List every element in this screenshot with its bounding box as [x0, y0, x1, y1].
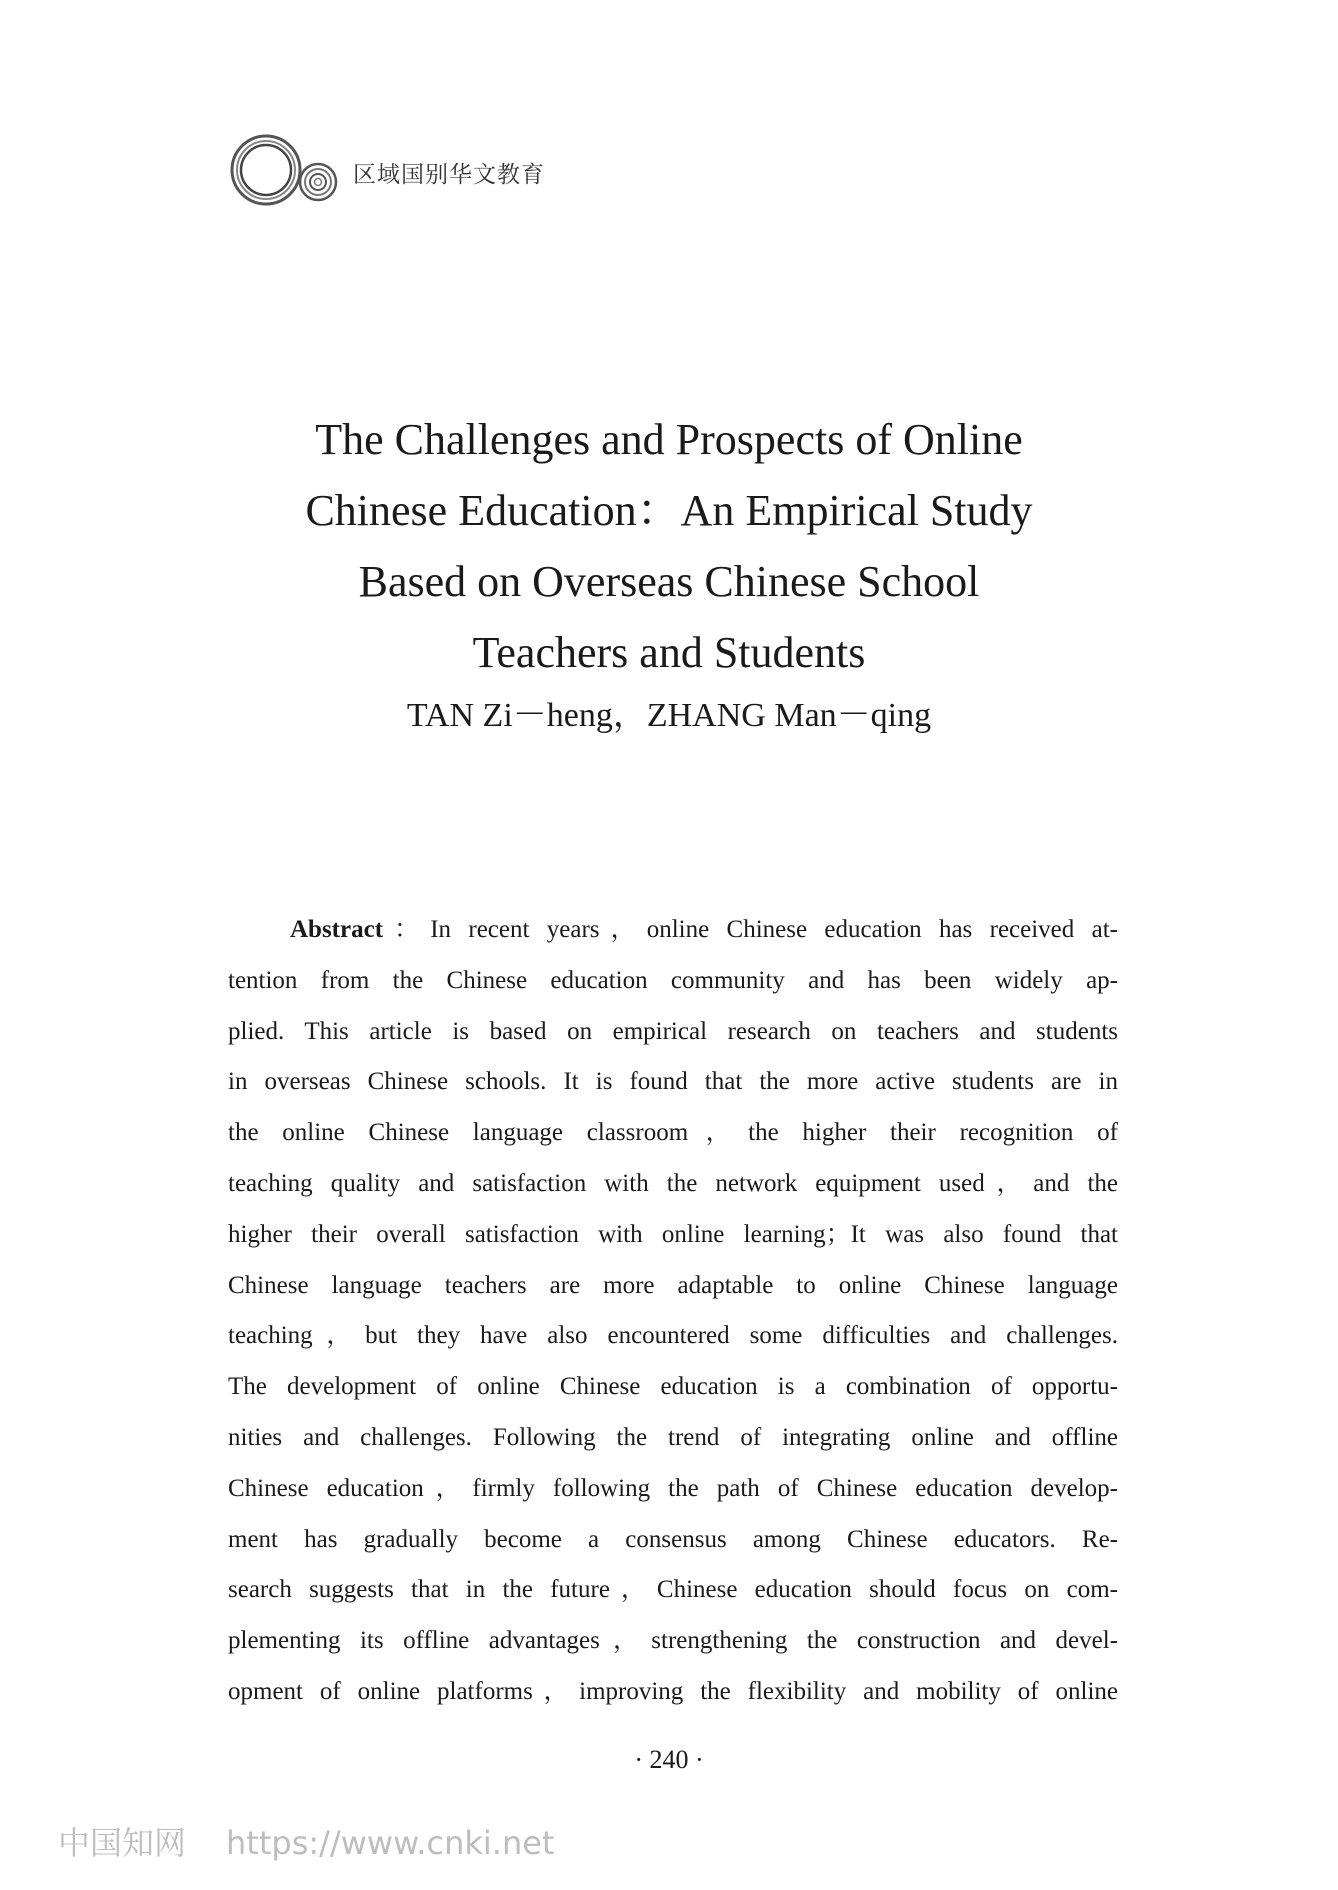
- abstract-line: the online Chinese language classroom，the higher their recognition of: [228, 1119, 1118, 1147]
- abstract-line: in overseas Chinese schools. It is found that the more active students are in: [228, 1068, 1118, 1096]
- abstract-label: Abstract: [290, 916, 384, 943]
- title-line: Chinese Education：An Empirical Study: [305, 486, 1033, 535]
- abstract-line: opment of online platforms，improving the flexibility and mobility of online: [228, 1677, 1118, 1705]
- abstract-line: nities and challenges. Following the trend of integrating online and offline: [228, 1423, 1118, 1451]
- page-number: · 240 ·: [634, 1745, 704, 1774]
- abstract-line-text: In recent years，online Chinese education has received at-: [430, 916, 1118, 943]
- abstract-line: teaching quality and satisfaction with the network equipment used，and the: [228, 1169, 1118, 1197]
- abstract-line: plementing its offline advantages，strengthening the construction and devel-: [228, 1627, 1118, 1655]
- title-line: The Challenges and Prospects of Online: [315, 415, 1023, 464]
- abstract-line: [228, 905, 1118, 956]
- cnki-watermark: [58, 1818, 554, 1864]
- paper-authors: TAN Zi－heng，ZHANG Man－qing: [406, 697, 932, 734]
- paper-title: [200, 404, 1138, 688]
- abstract-line: higher their overall satisfaction with online learning；It was also found that: [228, 1220, 1118, 1248]
- abstract-line: ment has gradually become a consensus among Chinese educators. Re-: [228, 1525, 1118, 1553]
- abstract: [228, 905, 1118, 1718]
- abstract-line: tention from the Chinese education community and has been widely ap-: [228, 966, 1118, 994]
- abstract-line: search suggests that in the future，Chinese education should focus on com-: [228, 1576, 1118, 1604]
- watermark-url[interactable]: https://www.cnki.net: [226, 1824, 555, 1862]
- title-line: Teachers and Students: [472, 628, 866, 677]
- abstract-line: The development of online Chinese education is a combination of opportu-: [228, 1373, 1118, 1401]
- concentric-rings-icon: [228, 130, 348, 210]
- watermark-brand: 中国知网: [58, 1824, 187, 1862]
- section-title: 区域国别华文教育: [353, 162, 545, 188]
- title-line: Based on Overseas Chinese School: [358, 557, 980, 606]
- abstract-line: Chinese language teachers are more adaptable to online Chinese language: [228, 1271, 1118, 1299]
- running-header: [228, 130, 828, 210]
- abstract-line: plied. This article is based on empirical research on teachers and students: [228, 1017, 1118, 1045]
- abstract-label-separator: ：: [383, 916, 431, 943]
- abstract-line: teaching，but they have also encountered some difficulties and challenges.: [228, 1322, 1118, 1350]
- abstract-line: Chinese education，firmly following the path of Chinese education develop-: [228, 1474, 1118, 1502]
